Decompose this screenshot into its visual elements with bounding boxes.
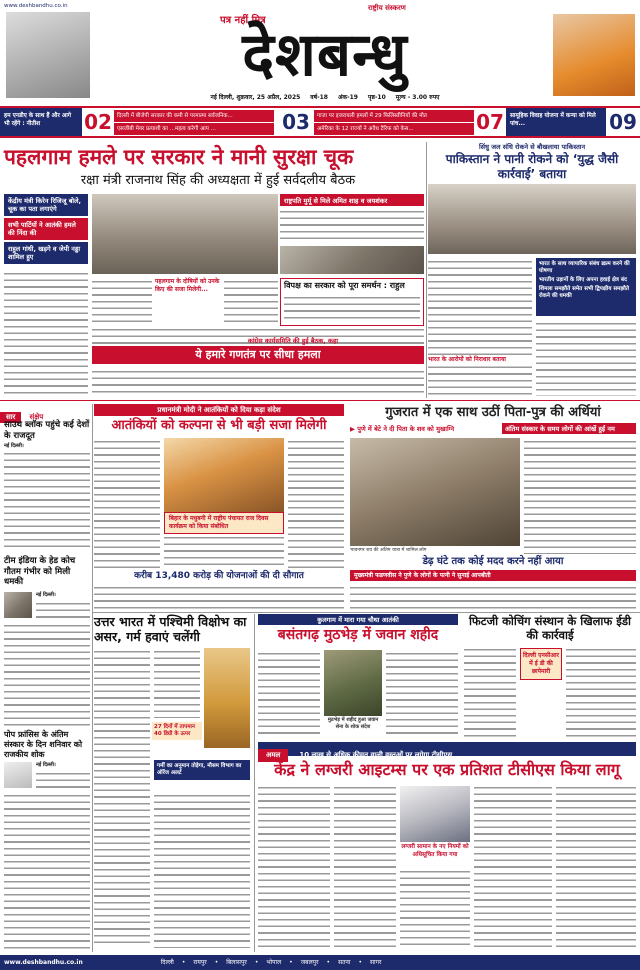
dateline-price: मूल्य - 3.00 रुपए	[395, 94, 440, 101]
encounter-headline: बसंतगढ़ मुठभेड़ में जवान शहीद	[277, 627, 439, 643]
teaser-strip	[0, 106, 640, 138]
lead-subhead: रक्षा मंत्री राजनाथ सिंह की अध्यक्षता में हुई सर्वदलीय बैठक	[80, 173, 356, 188]
divider	[92, 612, 640, 613]
divider	[426, 142, 427, 398]
teaser-4-text: सामूहिक विवाह योजना में कन्या को मिले पांच...	[510, 113, 596, 127]
sidebar-label-2: संक्षेप	[29, 413, 44, 421]
modi-projects-body	[94, 584, 344, 610]
tcs-body-col-1	[258, 784, 330, 950]
edition-label: राष्ट्रीय संस्करण	[368, 4, 406, 12]
modi-photo	[164, 438, 284, 512]
lead-photo-caption: राष्ट्रपति मुर्मू से मिले अमित शाह व जयशंकर	[280, 194, 424, 206]
modi-projects: करीब 13,480 करोड़ की योजनाओं की दी सौगात	[134, 571, 304, 581]
divider	[92, 404, 93, 952]
lead-bullet-2: सभी पार्टियों ने आतंकी हमले की निंदा की	[4, 218, 88, 240]
footer-city-4: भोपाल	[266, 959, 282, 966]
masthead-title-block	[100, 14, 550, 90]
ed-inset: दिल्ली एनसीआर में ई डी की छापेमारी	[520, 648, 562, 680]
weather-body-col-2	[154, 648, 200, 718]
teaser-1-page: 02	[84, 110, 112, 134]
gujarat-headline: गुजरात में एक साथ उठीं पिता-पुत्र की अर्थियां	[385, 405, 601, 420]
tcs-kicker: अमल	[258, 749, 288, 762]
divider	[0, 400, 640, 401]
pak-bullet-2: भारतीय उड़ानों के लिए अपना हवाई क्षेत्र बंद	[539, 277, 627, 283]
tcs-inset: लग्जरी सामान के नए नियमों को अधिसूचित किया गया	[401, 844, 469, 858]
weather-body-col-1	[94, 648, 150, 948]
sidebar-item-3-body	[4, 792, 90, 952]
weather-body-col-3	[154, 792, 250, 948]
modi-inset: बिहार के मधुबनी में राष्ट्रीय पंचायत राज दिवस कार्यक्रम को किया संबोधित	[164, 512, 284, 534]
pak-body-col-1	[428, 258, 532, 396]
lead-photo-caption-body	[280, 208, 424, 244]
gujarat-funeral-photo	[350, 438, 520, 546]
ed-body-col-2	[566, 646, 636, 738]
footer-city-1: दिल्ली	[160, 959, 174, 966]
tcs-body-col-4	[474, 784, 552, 950]
opposition-box-title: विपक्ष का सरकार को पूरा समर्थन : राहुल	[284, 281, 405, 290]
tcs-headline: केंद्र ने लग्जरी आइटम्स पर एक प्रतिशत टीसीएस किया लागू	[274, 760, 620, 779]
weather-inset-1: 27 दिनों में तापमान 40 डिग्री के ऊपर	[152, 722, 202, 740]
teaser-2-page: 03	[282, 110, 310, 134]
footer-city-3: बिलासपुर	[226, 959, 247, 966]
site-url[interactable]: www.deshbandhu.co.in	[4, 3, 68, 9]
masthead-title: देशबन्धु	[242, 20, 408, 90]
dateline-pages: पृष्ठ-10	[368, 94, 386, 101]
sidebar-item-3-title: पोप फ्रांसिस के अंतिम संस्कार के दिन शनिवार को राजकीय शोक	[4, 730, 83, 759]
sidebar-label: सार	[0, 412, 21, 423]
congress-body	[92, 368, 424, 396]
pak-headline: पाकिस्तान ने पानी रोकने को ‘युद्ध जैसी कार्रवाई’ बताया	[445, 152, 619, 181]
lead-body-col-2	[92, 278, 152, 322]
teaser-3[interactable]	[314, 110, 474, 135]
tcs-kicker-text: 10 लाख से अधिक कीमत वाली वस्तुओं पर लगेगा टीसीएस	[299, 751, 453, 759]
teaser-4[interactable]	[506, 108, 606, 136]
pak-bullet-1: भारत के साथ व्यापारिक संबंध ख़त्म करने की घोषणा	[539, 261, 630, 274]
encounter-body-col-2	[386, 650, 458, 738]
modi-headline: आतंकियों को कल्पना से भी बड़ी सजा मिलेगी	[111, 418, 327, 433]
sidebar-item-3-lead	[36, 770, 90, 790]
sidebar-item-1-title: साउथ ब्लॉक पहुंचे कई देशों के राजदूत	[4, 420, 90, 441]
sidebar-item-2-place: नई दिल्ली।	[36, 592, 56, 598]
dateline-year: वर्ष-18	[310, 94, 328, 101]
footer-city-5: जबलपुर	[300, 959, 319, 966]
teaser-1[interactable]	[0, 108, 82, 136]
gambhir-photo	[4, 592, 32, 618]
modi-body-col-2	[164, 534, 284, 568]
pak-bullet-3: शिमला समझौते समेत सभी द्विपक्षीय समझौते रोकने की धमकी	[539, 286, 630, 299]
editorial-headline: ये हमारे गणतंत्र पर सीधा हमला	[92, 346, 424, 364]
pak-body-col-2	[536, 320, 636, 396]
lead-body-col-1	[4, 270, 88, 395]
gujarat-sub-1-text: पुणे में बेटे ने दी पिता के शव को मुखाग्नि	[357, 425, 455, 433]
weather-photo	[204, 648, 250, 748]
sidebar-item-2-title: टीम इंडिया के हेड कोच गौतम गंभीर को मिली धमकी	[4, 556, 76, 587]
dateline-date: नई दिल्ली, शुक्रवार, 25 अप्रैल, 2025	[210, 94, 301, 101]
opposition-box	[280, 278, 424, 326]
opposition-box-body	[284, 294, 420, 322]
teaser-2-line-2: एसजीबी मेयर प्रत्याशी का ...महत्व करेगी आप ...	[114, 123, 274, 135]
ed-headline: फिटजी कोचिंग संस्थान के खिलाफ ईडी की कार्रवाई	[468, 614, 632, 642]
footer-url[interactable]: www.deshbandhu.co.in	[4, 959, 83, 966]
footer-city-7: सागर	[370, 959, 382, 966]
pope-photo	[4, 762, 32, 788]
congress-heading: कांग्रेस कार्यसमिति की हुई बैठक, कहा	[247, 337, 339, 345]
footer-city-2: रायपुर	[193, 959, 207, 966]
sidebar-item-3-place: नई दिल्ली।	[36, 762, 56, 768]
ed-body-col-1	[464, 646, 516, 738]
encounter-caption: मुठभेड़ में शहीद हुआ जवान सेना के शोक संदेश	[327, 717, 379, 730]
lead-meeting-photo	[92, 194, 278, 274]
luxury-watch-photo	[400, 786, 470, 842]
gujarat-bottom-body	[350, 584, 636, 610]
dateline-issue: अंक-19	[337, 94, 358, 101]
tcs-body-col-3	[400, 868, 470, 950]
pak-meeting-photo	[428, 184, 636, 254]
gujarat-sub-1: ▶ पुणे में बेटे ने दी पिता के शव को मुखाग्नि	[350, 425, 455, 433]
sidebar-item-1-place: नई दिल्ली।	[4, 443, 24, 449]
lead-body-col-3	[224, 278, 278, 322]
dateline	[100, 93, 550, 103]
pak-bullets	[536, 258, 636, 316]
encounter-kicker: कुलगाम में मारा गया चौथा आतंकी	[258, 614, 458, 625]
gujarat-redline: मुख्यमंत्री फडणवीस ने पुणे के लोगों के पत्नी ने सुनाई आपबीती	[350, 570, 636, 581]
encounter-body-col-1	[258, 650, 320, 738]
teaser-1-text: हम एनडीए के साथ हैं और आगे भी रहेंगे : नीतीश	[4, 113, 72, 127]
weather-headline: उत्तर भारत में पश्चिमी विक्षोभ का असर, गर्म हवाएं चलेंगी	[94, 614, 247, 644]
politician-photo-right	[553, 14, 635, 96]
tcs-body-col-2	[334, 784, 396, 950]
lead-bullet-1: केंद्रीय मंत्री किरेन रिजिजू बोले, चूक का पता लगाएंगे	[4, 194, 88, 216]
modi-kicker: प्रधानमंत्री मोदी ने आतंकियों को दिया कड़ा संदेश	[94, 404, 344, 416]
footer-city-6: सतना	[338, 959, 351, 966]
politician-photo-left	[6, 12, 90, 98]
sidebar-item-2-lead	[36, 600, 90, 620]
gujarat-body-col	[524, 438, 636, 554]
weather-inset-2: गर्मी का अनुमान तोड़ेगा, मौसम विभाग का ऑरेंज अलर्ट	[154, 760, 250, 780]
sidebar-header	[0, 404, 92, 421]
lead-quote: पहलगाम के दोषियों को उनके किए की सजा मिलेगी...	[155, 278, 220, 293]
teaser-3-page: 07	[476, 110, 504, 134]
soldier-photo	[324, 650, 382, 716]
pak-subhead: भारत के आरोपों को निराधार बताया	[428, 355, 532, 363]
teaser-3-line-1: गाजा पर इजरायली हमलों में 29 फिलिस्तीनियों की मौत	[314, 110, 474, 122]
divider	[254, 614, 255, 952]
lead-bullets	[4, 194, 88, 264]
teaser-2[interactable]	[114, 110, 274, 135]
teaser-3-line-2: अमेरिका के 12 राज्यों ने अवैध टैरिफ को केस...	[314, 123, 474, 135]
president-meeting-photo	[280, 246, 424, 274]
lead-headline: पहलगाम हमले पर सरकार ने मानी सुरक्षा चूक	[4, 145, 354, 169]
tcs-body-col-5	[556, 784, 636, 950]
pak-kicker: सिंधु जल संधि रोकने से बौखलाया पाकिस्तान	[478, 143, 586, 151]
modi-body-col-3	[288, 438, 344, 568]
footer-bar: www.deshbandhu.co.in दिल्ली • रायपुर • बिलासपुर • भोपाल • जबलपुर • सतना • सागर	[0, 955, 640, 970]
modi-body-col-1	[94, 438, 160, 568]
lead-bullet-3: राहुल गांधी, खड़गे व जेपी नड्डा शामिल हुए	[4, 242, 88, 264]
sidebar-item-2-body	[4, 622, 90, 726]
teaser-2-line-1: दिल्ली में बीजेपी सरकार की कमी से परमात्मा सर्वजनिक...	[114, 110, 274, 122]
masthead-tagline: पत्र नहीं मित्र	[220, 15, 266, 26]
sidebar-item-1-body	[4, 450, 90, 550]
teaser-4-page: 09	[609, 110, 637, 134]
gujarat-sub-2: अंतिम संस्कार के समय लोगों की आंखें हुईं नम	[502, 423, 636, 434]
gujarat-photo-caption: भावनगर शव की अंतिम यात्रा में शामिल लोग	[350, 548, 427, 553]
gujarat-announce: डेढ़ घंटे तक कोई मदद करने नहीं आया	[422, 556, 564, 567]
tcs-kicker-bar	[258, 742, 636, 759]
